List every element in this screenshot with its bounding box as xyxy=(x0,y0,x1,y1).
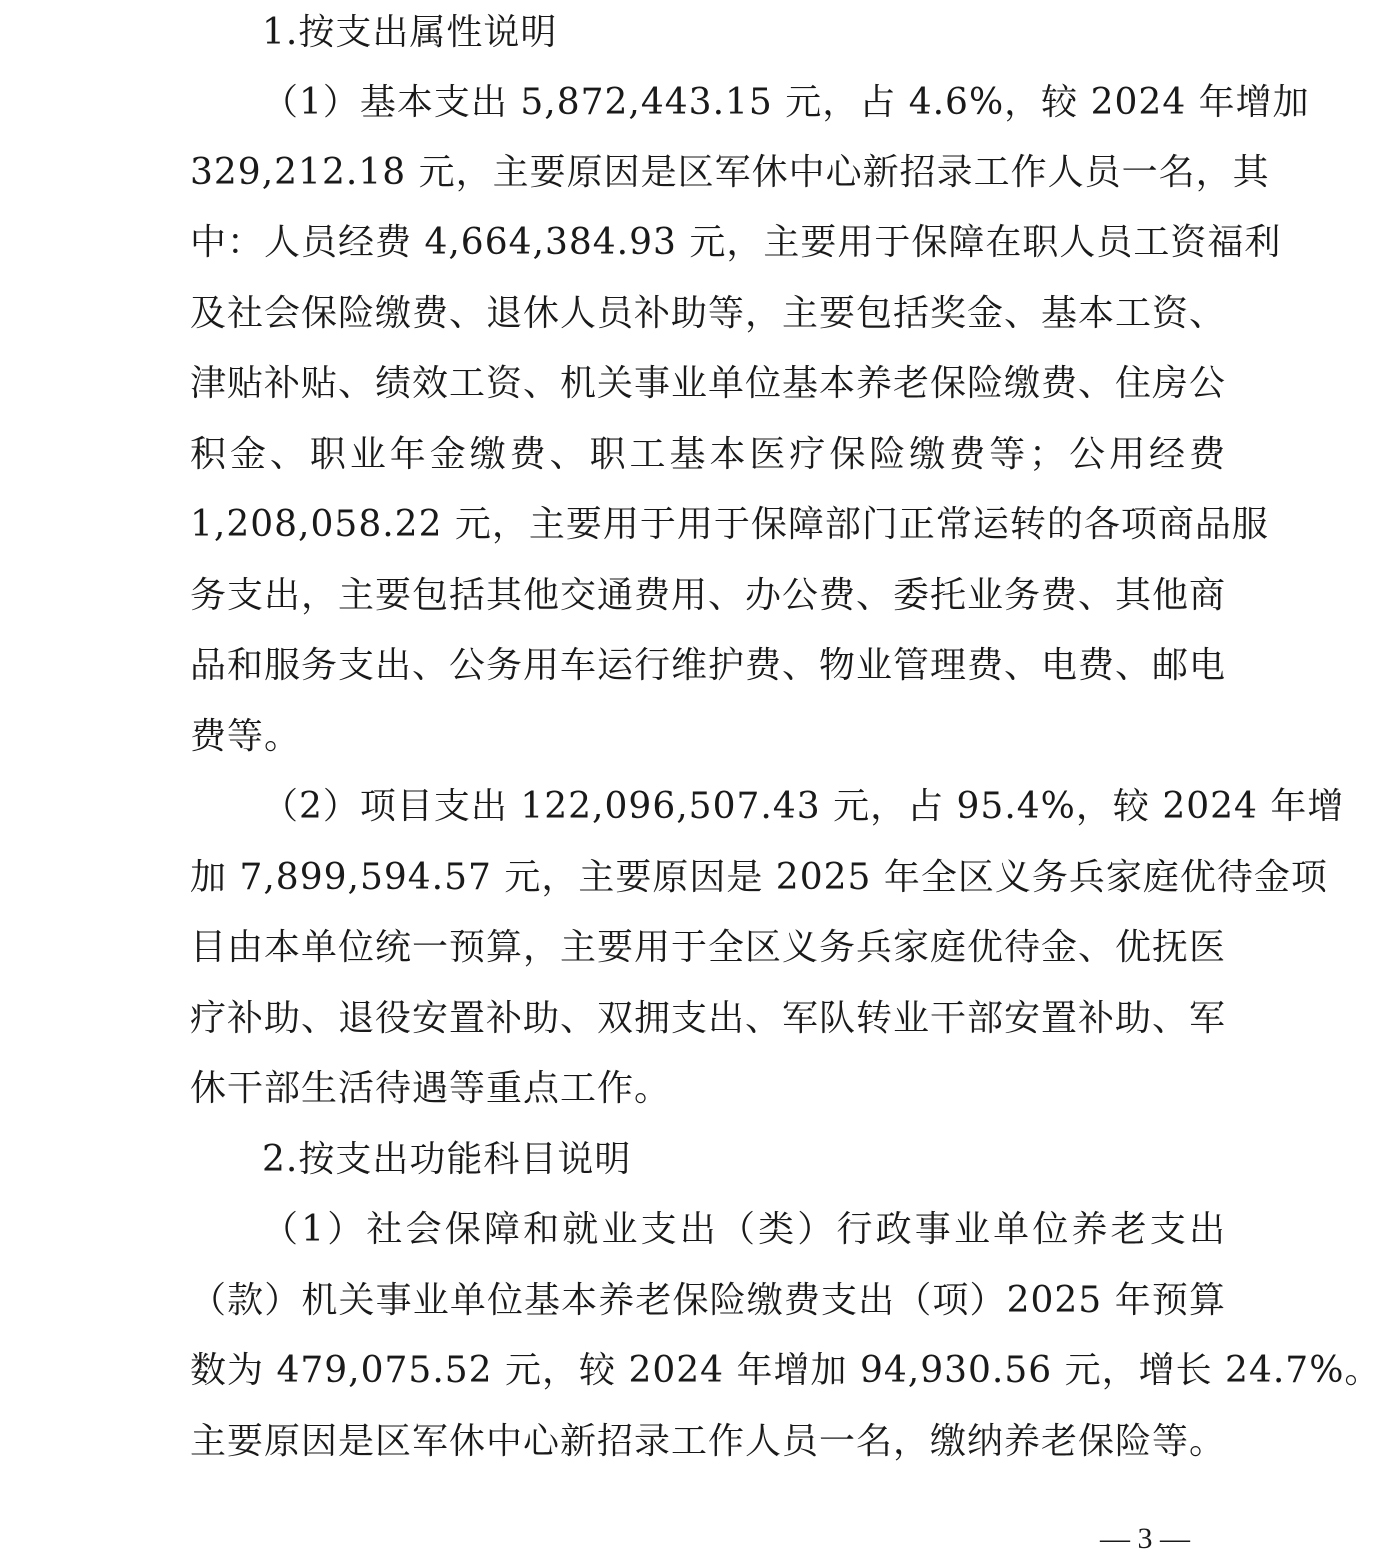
paragraph-line: 津贴补贴、绩效工资、机关事业单位基本养老保险缴费、住房公 xyxy=(190,363,1227,404)
paragraph-line: 目由本单位统一预算，主要用于全区义务兵家庭优待金、优抚医 xyxy=(190,927,1227,968)
paragraph-line: 加 7,899,594.57 元，主要原因是 2025 年全区义务兵家庭优待金项 xyxy=(190,857,1328,898)
paragraph-line: 中：人员经费 4,664,384.93 元，主要用于保障在职人员工资福利 xyxy=(190,222,1282,263)
paragraph-line: 务支出，主要包括其他交通费用、办公费、委托业务费、其他商 xyxy=(190,575,1227,616)
paragraph-line: 1,208,058.22 元，主要用于用于保障部门正常运转的各项商品服 xyxy=(190,504,1269,545)
paragraph-line: （2）项目支出 122,096,507.43 元，占 95.4%，较 2024 年增 xyxy=(262,786,1345,827)
paragraph-line: 休干部生活待遇等重点工作。 xyxy=(190,1068,672,1109)
paragraph-line: 费等。 xyxy=(190,716,302,757)
paragraph-line: 及社会保险缴费、退休人员补助等，主要包括奖金、基本工资、 xyxy=(190,293,1227,334)
paragraph-line: 329,212.18 元，主要原因是区军休中心新招录工作人员一名，其 xyxy=(190,152,1270,193)
paragraph-line: （1）社会保障和就业支出（类）行政事业单位养老支出 xyxy=(262,1209,1226,1250)
paragraph-line: 积金、职业年金缴费、职工基本医疗保险缴费等；公用经费 xyxy=(190,434,1226,475)
paragraph-line: 数为 479,075.52 元，较 2024 年增加 94,930.56 元，增长 24.7%。 xyxy=(190,1350,1382,1391)
page-number: — 3 — xyxy=(1100,1522,1190,1555)
paragraph-line: （1）基本支出 5,872,443.15 元，占 4.6%，较 2024 年增加 xyxy=(262,82,1310,123)
paragraph-line: 疗补助、退役安置补助、双拥支出、军队转业干部安置补助、军 xyxy=(190,998,1227,1039)
section-heading-functional-classification: 2.按支出功能科目说明 xyxy=(262,1139,632,1180)
section-heading-expenditure-attribute: 1.按支出属性说明 xyxy=(262,12,558,53)
paragraph-line: 品和服务支出、公务用车运行维护费、物业管理费、电费、邮电 xyxy=(190,645,1227,686)
paragraph-line: 主要原因是区军休中心新招录工作人员一名，缴纳养老保险等。 xyxy=(190,1421,1227,1462)
paragraph-line: （款）机关事业单位基本养老保险缴费支出（项）2025 年预算 xyxy=(190,1280,1226,1321)
